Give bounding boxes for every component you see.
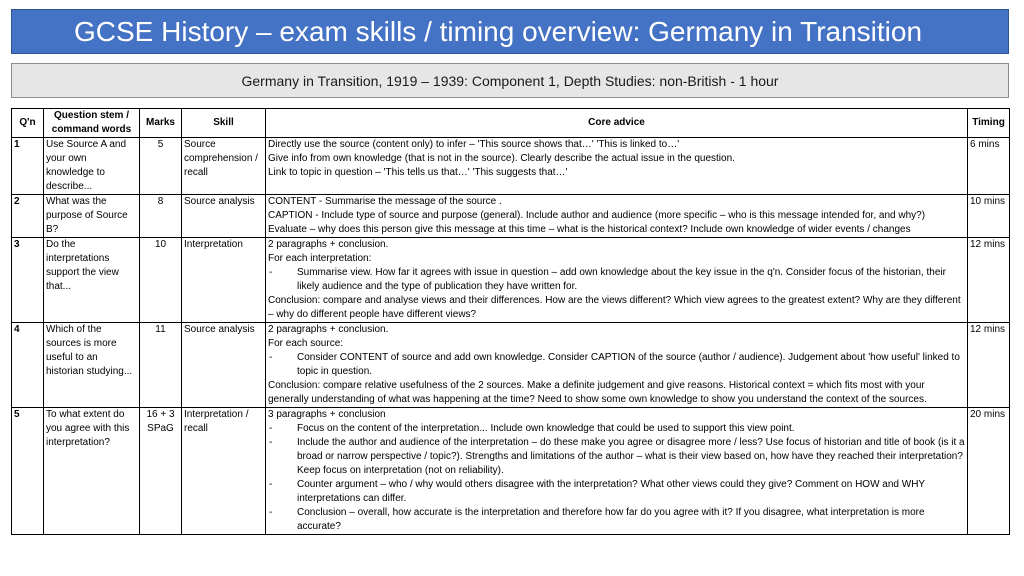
timing-value: 12 mins <box>968 238 1010 323</box>
page-subtitle: Germany in Transition, 1919 – 1939: Component 1, Depth Studies: non-British - 1 hour <box>241 72 779 89</box>
advice-line: Directly use the source (content only) to infer – 'This source shows that…' 'This is linked to…' <box>268 139 680 150</box>
advice-line: 3 paragraphs + conclusion <box>268 409 386 420</box>
table-row <box>12 238 1010 323</box>
header-marks: Marks <box>140 109 182 138</box>
question-stem: Do the interpretations support the view that... <box>44 238 140 323</box>
advice-bullet: - Consider CONTENT of source and add own knowledge. Consider CAPTION of the source (author / audience). Judgement about 'how useful' linked to topic in question. <box>268 351 965 379</box>
question-stem: Use Source A and your own knowledge to describe... <box>44 138 140 195</box>
core-advice <box>266 195 968 238</box>
advice-line: Link to topic in question – 'This tells us that…' 'This suggests that…' <box>268 167 568 178</box>
advice-line: 2 paragraphs + conclusion. <box>268 324 389 335</box>
table-row <box>12 408 1010 535</box>
timing-value: 10 mins <box>968 195 1010 238</box>
subtitle-bar <box>11 63 1009 98</box>
advice-line: 2 paragraphs + conclusion. <box>268 239 389 250</box>
marks-value: 8 <box>140 195 182 238</box>
skills-table <box>11 108 1010 535</box>
skill-value: Interpretation / recall <box>182 408 266 535</box>
table-header-row <box>12 109 1010 138</box>
table-row <box>12 138 1010 195</box>
timing-value: 12 mins <box>968 323 1010 408</box>
marks-value: 10 <box>140 238 182 323</box>
advice-bullet: - Focus on the content of the interpretation... Include own knowledge that could be used to support this view point. <box>268 422 965 436</box>
core-advice <box>266 238 968 323</box>
question-number: 2 <box>12 195 44 238</box>
core-advice <box>266 323 968 408</box>
header-advice: Core advice <box>266 109 968 138</box>
advice-line: CAPTION - Include type of source and purpose (general). Include author and audience (more specific – who is this message intended for, and why?) <box>268 210 926 221</box>
skill-value: Source analysis <box>182 323 266 408</box>
advice-bullet: - Summarise view. How far it agrees with issue in question – add own knowledge about the key issue in the q'n. Consider focus of the historian, their likely audience and the type of publication they have written for. <box>268 266 965 294</box>
table-row <box>12 195 1010 238</box>
skill-value: Source comprehension / recall <box>182 138 266 195</box>
advice-line: For each source: <box>268 338 344 349</box>
question-stem: What was the purpose of Source B? <box>44 195 140 238</box>
advice-bullet-list <box>268 266 965 294</box>
header-qn: Q'n <box>12 109 44 138</box>
advice-line: Conclusion: compare and analyse views and their differences. How are the views different? Which view agrees to the greatest extent? Why are they different – why do different people have different views? <box>268 295 961 320</box>
advice-line: CONTENT - Summarise the message of the source . <box>268 196 502 207</box>
header-timing: Timing <box>968 109 1010 138</box>
header-stem: Question stem / command words <box>44 109 140 138</box>
marks-value: 11 <box>140 323 182 408</box>
timing-value: 20 mins <box>968 408 1010 535</box>
question-stem: To what extent do you agree with this interpretation? <box>44 408 140 535</box>
advice-bullet: - Conclusion – overall, how accurate is the interpretation and therefore how far do you agree with it? If you disagree, what interpretation is more accurate? <box>268 506 965 534</box>
advice-bullet: - Include the author and audience of the interpretation – do these make you agree or disagree more / less? Use focus of historian and title of book (is it a broad or narrow perspective / topic?). Strengths and limitations of the author – what is their view based on, how have they reached their interpretation? Keep focus on interpretation (not on reliability). <box>268 436 965 478</box>
question-number: 5 <box>12 408 44 535</box>
advice-line: For each interpretation: <box>268 253 372 264</box>
skill-value: Interpretation <box>182 238 266 323</box>
advice-line: Give info from own knowledge (that is not in the source). Clearly describe the actual issue in the question. <box>268 153 735 164</box>
core-advice <box>266 408 968 535</box>
marks-value: 16 + 3 SPaG <box>140 408 182 535</box>
title-bar <box>11 9 1009 54</box>
page-title: GCSE History – exam skills / timing overview: Germany in Transition <box>74 15 923 47</box>
marks-value: 5 <box>140 138 182 195</box>
core-advice <box>266 138 968 195</box>
question-stem: Which of the sources is more useful to an historian studying... <box>44 323 140 408</box>
advice-bullet-list <box>268 422 965 534</box>
timing-value: 6 mins <box>968 138 1010 195</box>
question-number: 1 <box>12 138 44 195</box>
advice-bullet-list <box>268 351 965 379</box>
advice-line: Evaluate – why does this person give this message at this time – what is the historical context? Include own knowledge of wider events / changes <box>268 224 911 235</box>
table-row <box>12 323 1010 408</box>
advice-bullet: - Counter argument – who / why would others disagree with the interpretation? What other views could they give? Comment on HOW and WHY interpretations can differ. <box>268 478 965 506</box>
header-skill: Skill <box>182 109 266 138</box>
question-number: 4 <box>12 323 44 408</box>
advice-line: Conclusion: compare relative usefulness of the 2 sources. Make a definite judgement and give reasons. Historical context = which fits most with your generally understanding of what was happening at the time? Need to show some own knowledge to show you understand the context of the sources. <box>268 380 927 405</box>
skill-value: Source analysis <box>182 195 266 238</box>
question-number: 3 <box>12 238 44 323</box>
